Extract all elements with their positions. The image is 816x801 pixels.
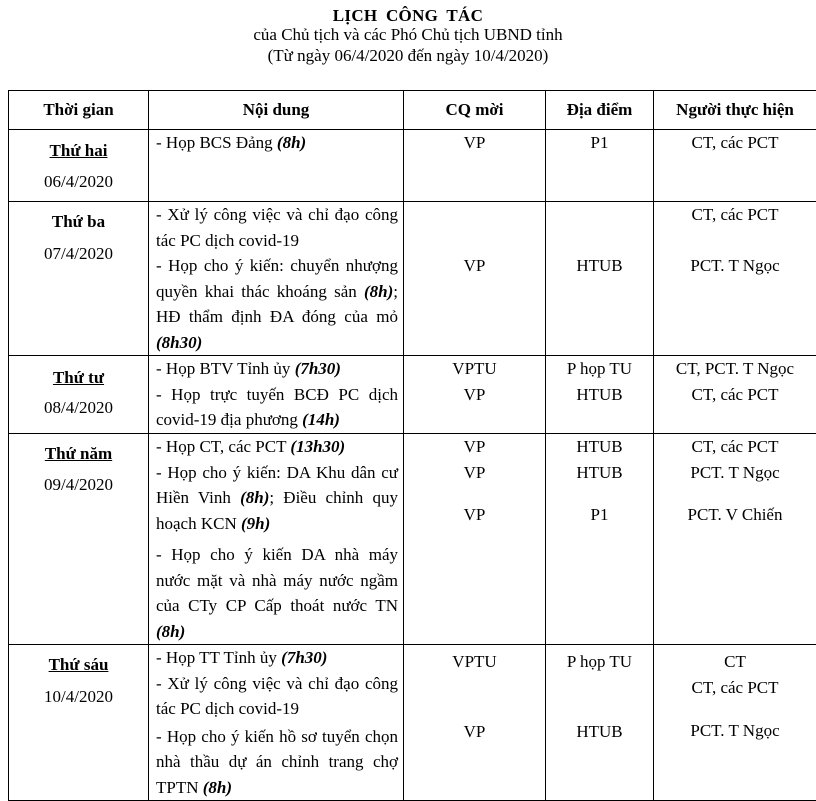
col-header-time: Thời gian [9, 91, 149, 130]
day-cell [9, 645, 149, 801]
inviter-cell: VPTU VP [404, 645, 546, 801]
content-cell [149, 202, 404, 356]
schedule-table [8, 90, 816, 801]
day-name: Thứ ba [9, 212, 148, 232]
inviter-cell: VP VP VP [404, 434, 546, 645]
schedule-item: - Họp CT, các PCT (13h30) [156, 434, 398, 460]
day-date: 06/4/2020 [9, 172, 148, 192]
schedule-item: - Họp cho ý kiến hồ sơ tuyển chọn nhà thầu dự án chỉnh trang chợ TPTN (8h) [156, 724, 398, 801]
schedule-subtitle: của Chủ tịch và các Phó Chủ tịch UBND tỉnh [0, 25, 816, 45]
col-header-content: Nội dung [149, 91, 404, 130]
content-cell [149, 356, 404, 434]
schedule-item: - Họp BCS Đảng (8h) [156, 130, 398, 156]
schedule-item: - Họp TT Tỉnh ủy (7h30) [156, 645, 398, 671]
location-cell: P họp TU HTUB [546, 356, 654, 434]
day-cell [9, 434, 149, 645]
executor-cell: CT, PCT. T Ngọc CT, các PCT [654, 356, 816, 434]
schedule-item: - Họp cho ý kiến: chuyển nhượng quyền khai thác khoáng sản (8h); HĐ thẩm định ĐA đóng của mỏ (8h30) [156, 253, 398, 355]
location-cell: HTUB [546, 202, 654, 356]
schedule-item: - Xử lý công việc và chỉ đạo công tác PC dịch covid-19 [156, 202, 398, 253]
day-cell [9, 130, 149, 202]
schedule-item: - Họp trực tuyến BCĐ PC dịch covid-19 địa phương (14h) [156, 382, 398, 433]
executor-cell: CT CT, các PCT PCT. T Ngọc [654, 645, 816, 801]
content-cell [149, 434, 404, 645]
content-cell [149, 645, 404, 801]
location-cell: HTUB HTUB P1 [546, 434, 654, 645]
day-name: Thứ sáu [9, 655, 148, 675]
table-row [9, 202, 816, 356]
col-header-location: Địa điểm [546, 91, 654, 130]
content-cell [149, 130, 404, 202]
inviter-cell: VPTU VP [404, 356, 546, 434]
day-cell [9, 202, 149, 356]
item-time: (8h) [277, 133, 306, 152]
schedule-period: (Từ ngày 06/4/2020 đến ngày 10/4/2020) [0, 46, 816, 66]
inviter-cell: VP [404, 130, 546, 202]
day-date: 08/4/2020 [9, 398, 148, 418]
col-header-executor: Người thực hiện [654, 91, 816, 130]
table-row [9, 130, 816, 202]
executor-cell: CT, các PCT PCT. T Ngọc [654, 202, 816, 356]
day-name: Thứ hai [9, 141, 148, 161]
day-cell [9, 356, 149, 434]
inviter-cell: VP [404, 202, 546, 356]
table-row [9, 645, 816, 801]
day-date: 09/4/2020 [9, 475, 148, 495]
day-date: 10/4/2020 [9, 687, 148, 707]
location-cell: P họp TU HTUB [546, 645, 654, 801]
schedule-item: - Họp cho ý kiến DA nhà máy nước mặt và nhà máy nước ngầm của CTy CP Cấp thoát nước TN (8h) [156, 542, 398, 644]
schedule-title: LỊCH CÔNG TÁC [0, 6, 816, 26]
header-row [9, 91, 816, 130]
executor-cell: CT, các PCT PCT. T Ngọc PCT. V Chiến [654, 434, 816, 645]
schedule-item: - Họp cho ý kiến: DA Khu dân cư Hiền Vinh (8h); Điều chỉnh quy hoạch KCN (9h) [156, 460, 398, 537]
col-header-inviter: CQ mời [404, 91, 546, 130]
location-cell: P1 [546, 130, 654, 202]
schedule-item: - Xử lý công việc và chỉ đạo công tác PC dịch covid-19 [156, 671, 398, 722]
table-row [9, 434, 816, 645]
day-date: 07/4/2020 [9, 244, 148, 264]
executor-cell: CT, các PCT [654, 130, 816, 202]
schedule-item: - Họp BTV Tỉnh ủy (7h30) [156, 356, 398, 382]
day-name: Thứ năm [9, 444, 148, 464]
table-row [9, 356, 816, 434]
day-name: Thứ tư [9, 368, 148, 388]
